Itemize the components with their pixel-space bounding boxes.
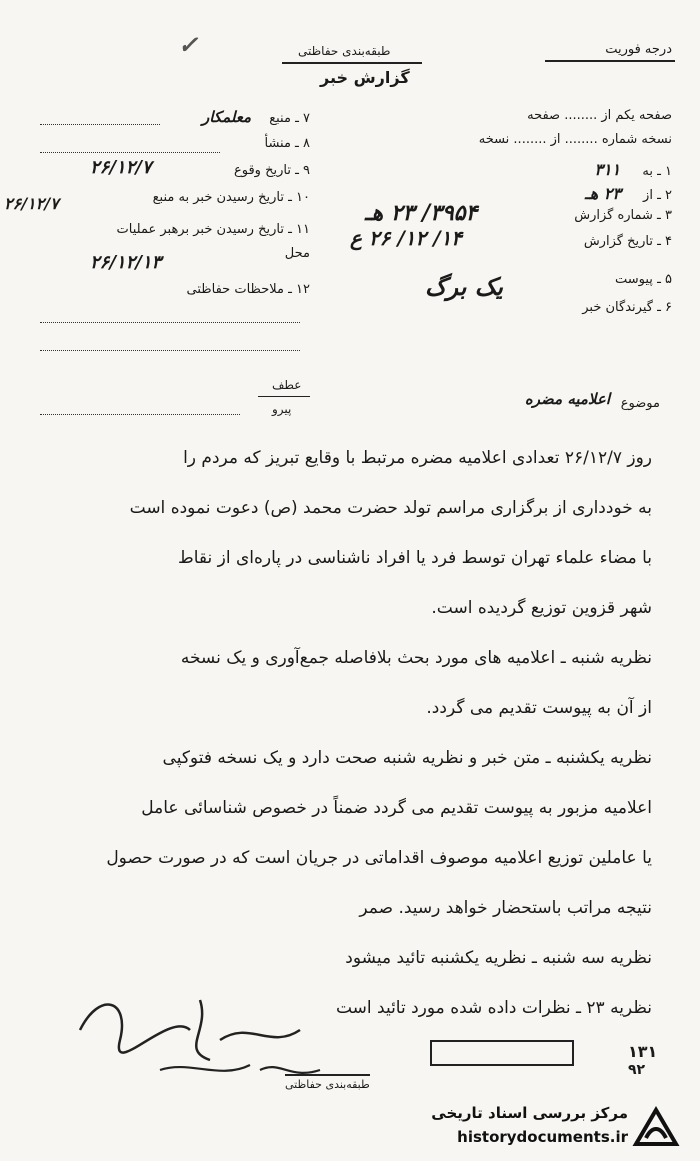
urgency-label: درجه فوریت bbox=[605, 42, 672, 57]
bottom-stamp bbox=[430, 1040, 574, 1066]
body-line-10: نتیجه مراتب باستحضار خواهد رسید. صمر bbox=[359, 898, 652, 918]
body-line-3: با مضاء علماء تهران توسط فرد یا افراد ناشناسی در پاره‌ای از نقاط bbox=[178, 548, 652, 568]
field-place: محل bbox=[284, 246, 310, 261]
body-line-11: نظریه سه شنبه ـ نظریه یکشنبه تائید میشود bbox=[345, 948, 652, 968]
event-date-value: ۲۶/۱۲/۷ bbox=[90, 157, 152, 178]
watermark-url: historydocuments.ir bbox=[457, 1128, 628, 1146]
copy-line: نسخه شماره ........ از ........ نسخه bbox=[478, 132, 672, 147]
field-source: ۷ ـ منبع معلمکار bbox=[202, 108, 310, 126]
stamp-number: ۱۳۱ bbox=[628, 1042, 658, 1061]
field-received-by-source: ۱۰ ـ تاریخ رسیدن خبر به منبع bbox=[152, 190, 310, 205]
body-line-9: یا عاملین توزیع اعلامیه موصوف اقداماتی در جریان است که در صورت حصول bbox=[106, 848, 652, 868]
signature-scribble bbox=[60, 970, 340, 1090]
bottom-classification: طبقه‌بندی حفاظتی bbox=[285, 1074, 370, 1091]
report-date-value: ۱۴/ ۱۲/ ۲۶ ع bbox=[350, 226, 462, 250]
body-line-12: نظریه ۲۳ ـ نظرات داده شده مورد تائید است bbox=[335, 998, 652, 1018]
report-number-value: ۳۹۵۴/ ۲۳ هـ bbox=[365, 200, 478, 226]
body-line-5: نظریه شنبه ـ اعلامیه های مورد بحث بلافاصله جمع‌آوری و یک نسخه bbox=[180, 648, 652, 668]
received-by-source-value: ۲۶/۱۲/۷ bbox=[4, 194, 59, 213]
field-attachment: ۵ ـ پیوست bbox=[615, 272, 672, 287]
watermark-org-name: مرکز بررسی اسناد تاریخی bbox=[431, 1104, 628, 1122]
body-line-8: اعلامیه مزبور به پیوست تقدیم می گردد ضمناً در خصوص شناسائی عامل bbox=[141, 798, 652, 818]
field-recipients: ۶ ـ گیرندگان خبر bbox=[582, 300, 672, 315]
atf-line bbox=[258, 396, 310, 397]
field-protective-remarks: ۱۲ ـ ملاحظات حفاظتی bbox=[186, 282, 310, 297]
classification-label: طبقه‌بندی حفاظتی bbox=[298, 44, 391, 58]
peyrov-label: پیرو bbox=[272, 402, 292, 416]
archive-logo-icon bbox=[630, 1104, 682, 1150]
field-report-date: ۴ ـ تاریخ گزارش bbox=[583, 234, 672, 249]
subject-label: موضوع bbox=[620, 396, 660, 411]
field-report-number: ۳ ـ شماره گزارش bbox=[574, 208, 672, 223]
atf-label: عطف bbox=[272, 378, 302, 392]
place-value: ۲۶/۱۲/۱۳ bbox=[90, 252, 162, 273]
body-line-1: روز ۲۶/۱۲/۷ تعدادی اعلامیه مضره مرتبط با وقایع تبریز که مردم را bbox=[183, 448, 652, 468]
field-event-date: ۹ ـ تاریخ وقوع bbox=[233, 163, 310, 178]
field-from: ۲ ـ از ۲۳ هـ bbox=[585, 184, 672, 203]
report-title: گزارش خبر bbox=[320, 68, 410, 87]
field-to: ۱ ـ به ۳۱۱ bbox=[594, 160, 672, 179]
attachment-value: یک برگ bbox=[425, 272, 503, 301]
subject-value: اعلامیه مضره bbox=[524, 390, 610, 408]
top-scribble: ✓ bbox=[178, 30, 199, 59]
body-line-6: از آن به پیوست تقدیم می گردد. bbox=[426, 698, 652, 718]
field-origin: ۸ ـ منشأ bbox=[264, 136, 310, 151]
stamp-sub-number: ۹۲ bbox=[628, 1062, 646, 1078]
page-line: صفحه یکم از ........ صفحه bbox=[527, 108, 672, 123]
body-line-7: نظریه یکشنبه ـ متن خبر و نظریه شنبه صحت دارد و یک نسخه فتوکپی bbox=[162, 748, 652, 768]
urgency-underline bbox=[545, 60, 675, 62]
body-line-4: شهر قزوین توزیع گردیده است. bbox=[431, 598, 652, 618]
field-received-by-leader: ۱۱ ـ تاریخ رسیدن خبر برهبر عملیات bbox=[116, 222, 310, 237]
classification-underline bbox=[282, 62, 422, 64]
body-line-2: به خودداری از برگزاری مراسم تولد حضرت محمد (ص) دعوت نموده است bbox=[129, 498, 652, 518]
